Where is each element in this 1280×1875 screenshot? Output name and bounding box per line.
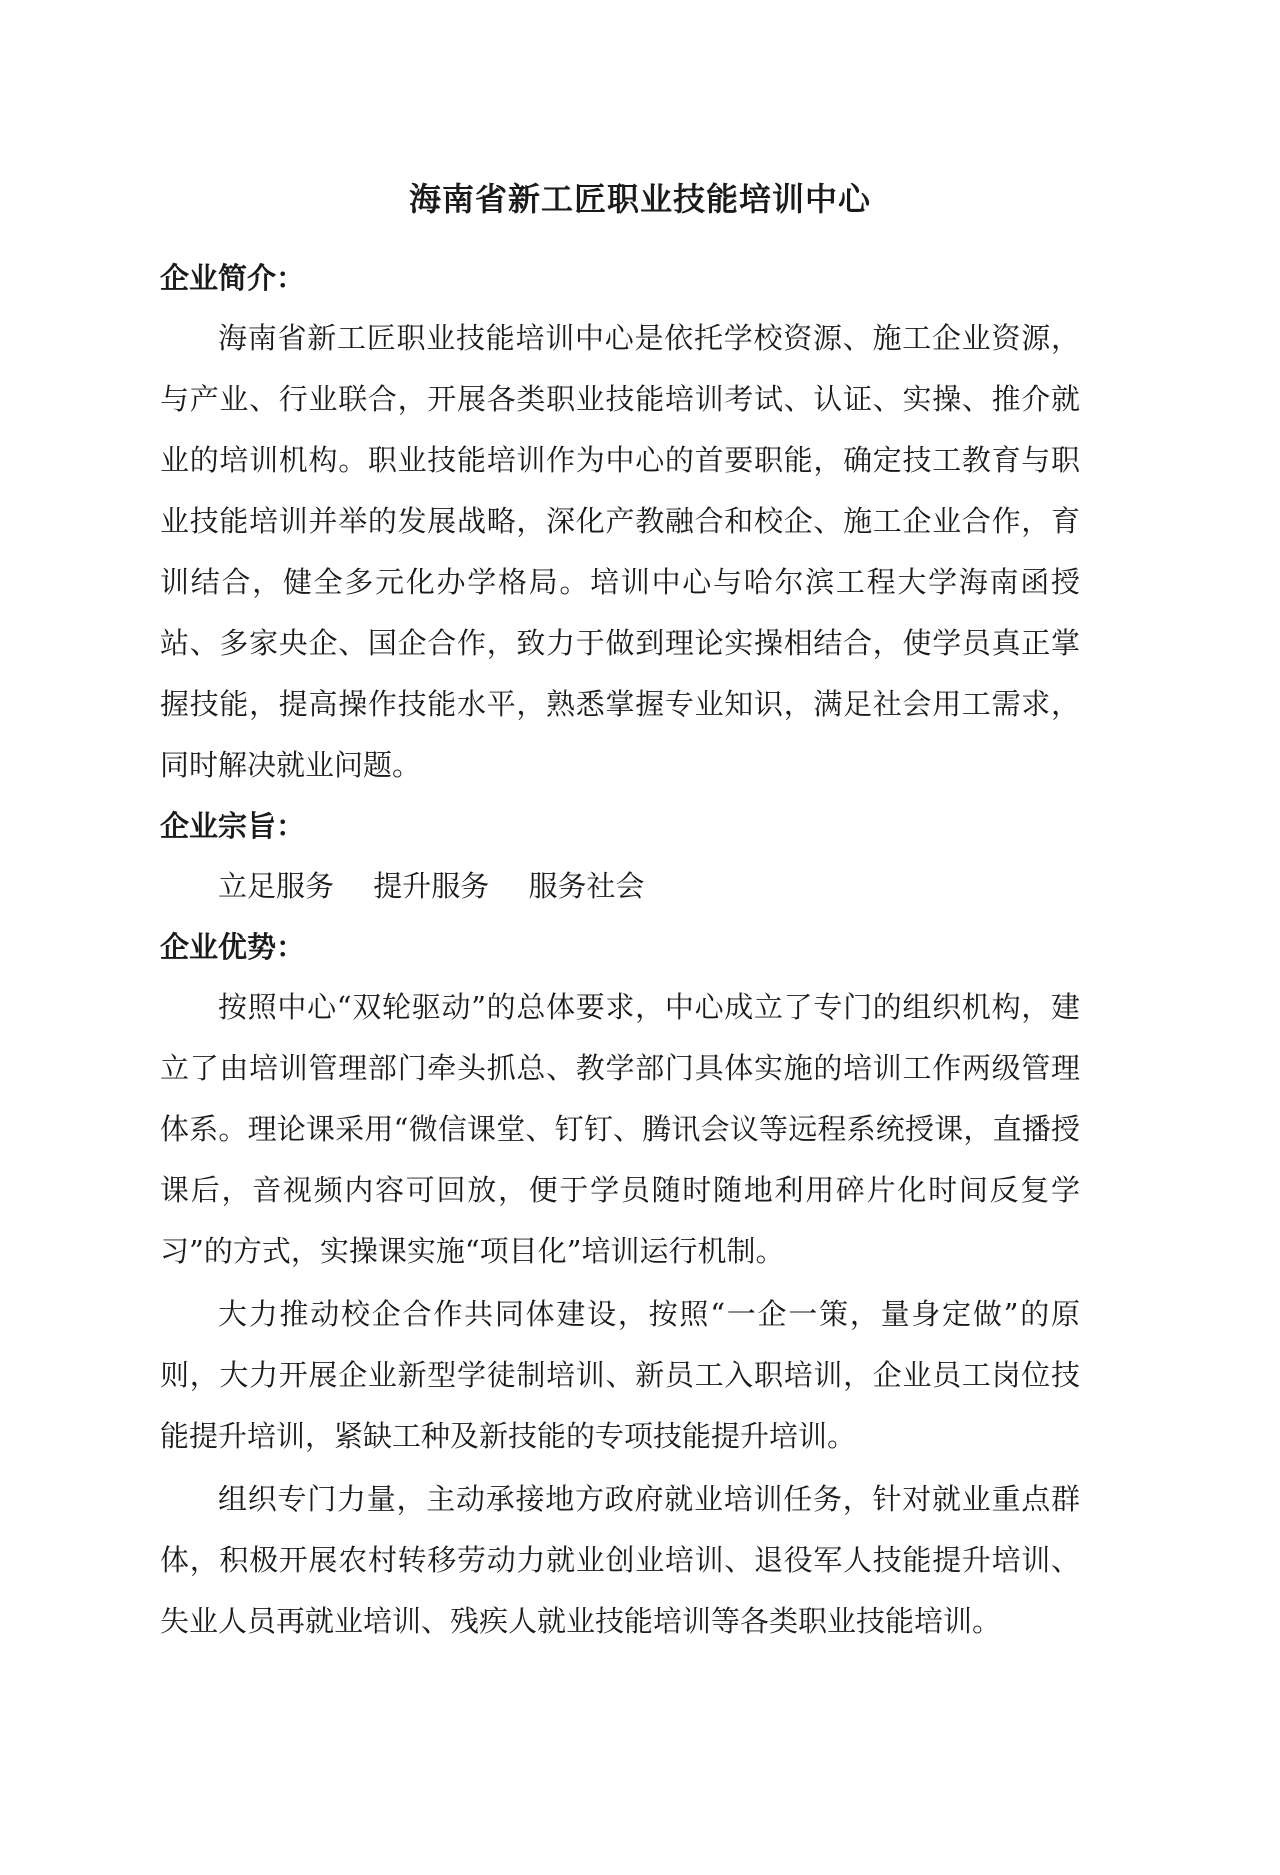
purpose-item: 服务社会	[528, 869, 645, 903]
purpose-item: 立足服务	[218, 869, 335, 903]
purpose-item: 提升服务	[373, 869, 490, 903]
advantages-paragraph: 大力推动校企合作共同体建设，按照“一企一策，量身定做”的原则，大力开展企业新型学徒制培训、新员工入职培训，企业员工岗位技能提升培训，紧缺工种及新技能的专项技能提升培训。	[160, 1297, 1080, 1453]
document-title: 海南省新工匠职业技能培训中心	[408, 180, 871, 218]
advantages-heading: 企业优势：	[160, 930, 306, 964]
intro-heading: 企业简介：	[160, 261, 306, 295]
intro-paragraph: 海南省新工匠职业技能培训中心是依托学校资源、施工企业资源，与产业、行业联合，开展各类职业技能培训考试、认证、实操、推介就业的培训机构。职业技能培训作为中心的首要职能，确定技工教育与职业技能培训并举的发展战略，深化产教融合和校企、施工企业合作，育训结合，健全多元化办学格局。培训中心与哈尔滨工程大学海南函授站、多家央企、国企合作，致力于做到理论实操相结合，使学员真正掌握技能，提高操作技能水平，熟悉掌握专业知识，满足社会用工需求，同时解决就业问题。	[160, 321, 1080, 782]
advantages-paragraph: 组织专门力量，主动承接地方政府就业培训任务，针对就业重点群体，积极开展农村转移劳动力就业创业培训、退役军人技能提升培训、失业人员再就业培训、残疾人就业技能培训等各类职业技能培训。	[160, 1482, 1080, 1638]
advantages-paragraph: 按照中心“双轮驱动”的总体要求，中心成立了专门的组织机构，建立了由培训管理部门牵头抓总、教学部门具体实施的培训工作两级管理体系。理论课采用“微信课堂、钉钉、腾讯会议等远程系统授课，直播授课后，音视频内容可回放，便于学员随时随地利用碎片化时间反复学习”的方式，实操课实施“项目化”培训运行机制。	[160, 990, 1080, 1268]
purpose-motto	[160, 856, 1080, 917]
purpose-heading: 企业宗旨：	[160, 809, 306, 843]
document-body	[160, 248, 1080, 1652]
